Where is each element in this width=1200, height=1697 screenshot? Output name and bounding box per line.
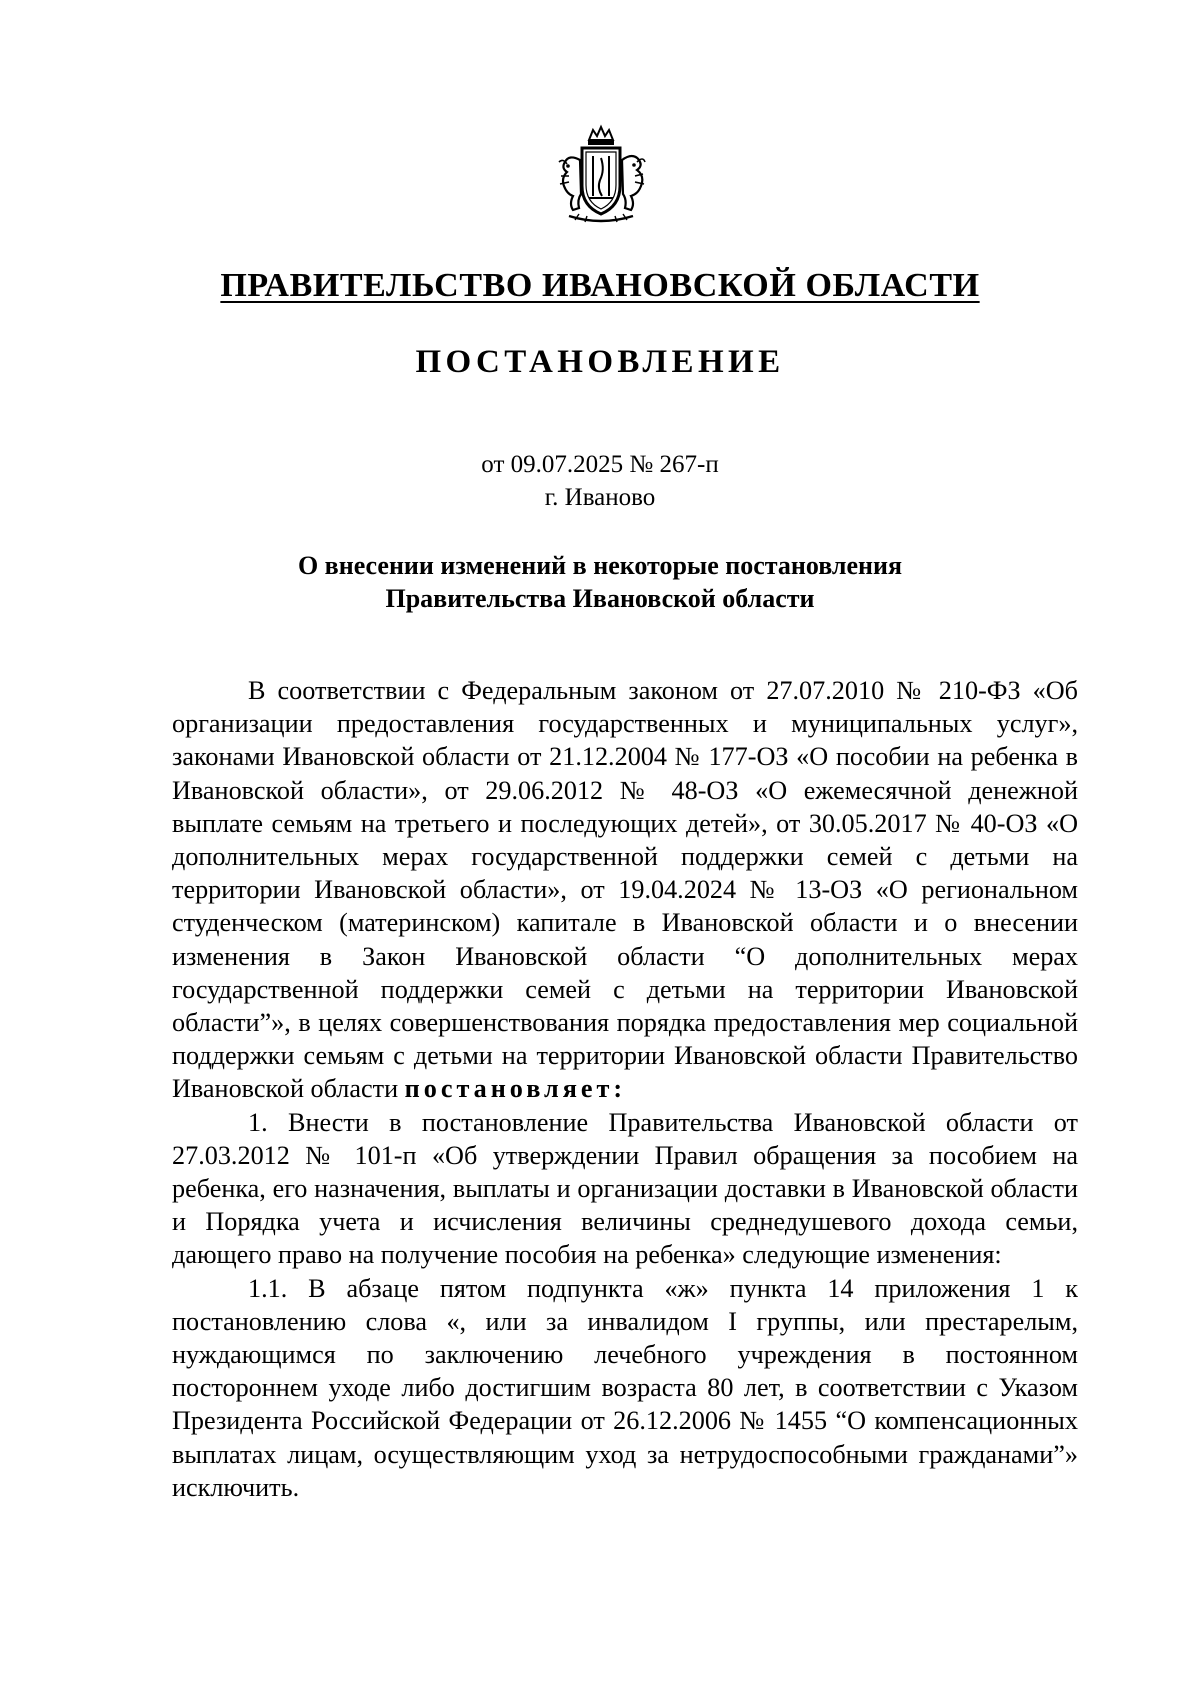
document-city: г. Иваново [544, 484, 656, 511]
government-title [0, 266, 1200, 306]
coat-of-arms-emblem [555, 124, 647, 228]
preamble-text: В соответствии с Федеральным законом от 27.07.2010 № 210-ФЗ «Об организации предоставления государственных и муниципальных услуг», законами Ивановской области от 21.12.2004 № 177-ОЗ «О пособии на ребенка в Ивановской области», от 29.06.2012 № 48-ОЗ «О ежемесячной денежной выплате семьям на третьего и последующих детей», от 30.05.2017 № 40-ОЗ «О дополнительных мерах государственной поддержки семей с детьми на территории Ивановской области», от 19.04.2024 № 13-ОЗ «О региональном студенческом (материнском) капитале в Ивановской области и о внесении изменения в Закон Ивановской области “О дополнительных мерах государственной поддержки семей с детьми на территории Ивановской области”», в целях совершенствования порядка предоставления мер социальной поддержки семьям с детьми на территории Ивановской области Правительство Ивановской области [172, 676, 1078, 1104]
document-body [172, 674, 1078, 1504]
subject-line-1: О внесении изменений в некоторые постановления [297, 551, 903, 580]
resolves-keyword: постановляет: [404, 1074, 627, 1104]
preamble-paragraph [172, 674, 1078, 1106]
subject-line-2: Правительства Ивановской области [385, 584, 815, 613]
item-1-paragraph: 1. Внести в постановление Правительства Ивановской области от 27.03.2012 № 101-п «Об утверждении Правил обращения за пособием на ребенка, его назначения, выплаты и организации доставки в Ивановской области и Порядка учета и исчисления величины среднедушевого дохода семьи, дающего право на получение пособия на ребенка» следующие изменения: [172, 1107, 1078, 1270]
government-title-text: ПРАВИТЕЛЬСТВО ИВАНОВСКОЙ ОБЛАСТИ [220, 267, 980, 304]
document-subject [0, 549, 1200, 615]
document-type-title: ПОСТАНОВЛЕНИЕ [415, 344, 785, 380]
document-date-number: от 09.07.2025 № 267-п [481, 451, 719, 478]
item-1-1-paragraph: 1.1. В абзаце пятом подпункта «ж» пункта 14 приложения 1 к постановлению слова «, или за инвалидом I группы, или престарелым, нуждающимся по заключению лечебного учреждения в постоянном постороннем уходе либо достигшим возраста 80 лет, в соответствии с Указом Президента Российской Федерации от 26.12.2006 № 1455 “О компенсационных выплатах лицам, осуществляющим уход за нетрудоспособными гражданами”» исключить. [172, 1273, 1078, 1502]
